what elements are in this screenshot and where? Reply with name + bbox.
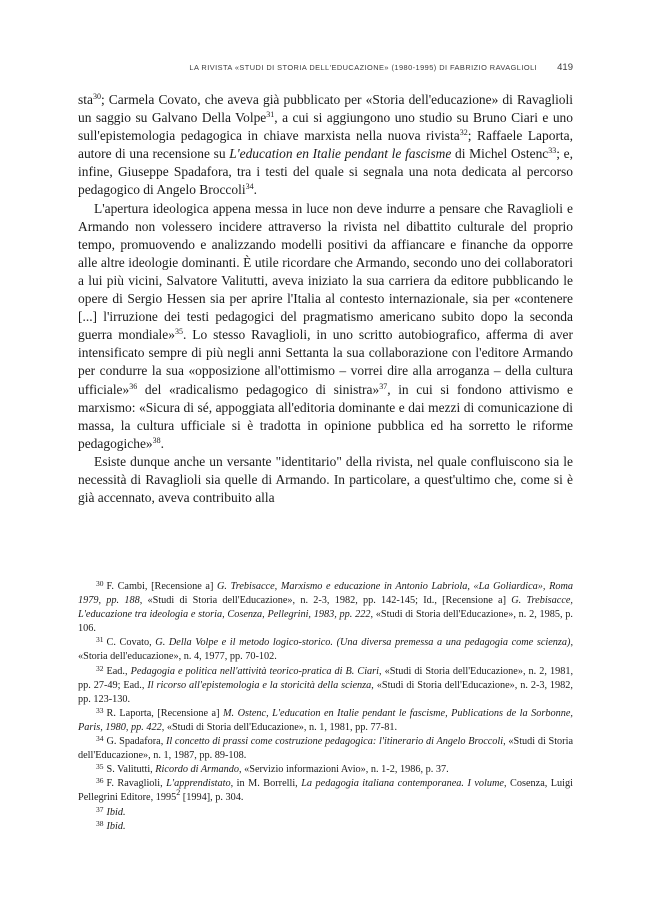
text-run: [1994], p. 304. (180, 792, 244, 804)
text-run: L'apertura ideologica appena messa in luce non deve indurre a pensare che Ravaglioli e Armando non volessero incidere attraverso la rivista nel dibattito culturale del proprio tempo, promuovendo e analizzando modelli positivi da affiancare e finanche da opporre alle altre ideologie dominanti. È utile ricordare che Armando, secondo uno dei collaboratori a lui più vicini, Salvatore Valitutti, aveva iniziato la sua carriera da editore pubblicando le opere di Sergio Hessen sia per aprire l'Italia al contesto internazionale, sia per «contenere [...] l'irruzione dei testi pedagogici del pragmatismo americano subito dopo la seconda guerra mondiale» (78, 200, 573, 343)
paragraph (78, 453, 573, 507)
footnote-ref: 37 (379, 381, 388, 391)
text-run: . (253, 182, 257, 198)
footnote-number: 38 (96, 818, 104, 828)
italic-run: L'education en Italie pendant le fascisme (229, 146, 452, 162)
footnote (78, 820, 573, 834)
text-run: di Michel Ostenc (451, 146, 549, 162)
italic-run: Ricordo di Armando (155, 764, 240, 776)
text-run: ; e, infine, Giuseppe Spadafora, tra i testi del quale si segnala una nota dedicata al percorso pedagogico di Angelo Broccoli (78, 146, 573, 198)
text-run: , «Servizio informazioni Avio», n. 1-2, 1986, p. 37. (239, 764, 449, 776)
footnote (78, 665, 573, 707)
footnote-ref: 34 (245, 182, 254, 192)
footnote (78, 735, 573, 763)
text-run: , «Studi di Storia dell'Educazione», n. 2, 1985, p. 106. (78, 609, 573, 635)
italic-run: Il ricorso all'epistemologia e la storicità della scienza (147, 679, 372, 691)
text-run: , in M. Borrelli, (230, 778, 302, 790)
text-run: S. Valitutti, (106, 764, 156, 776)
text-run: F. Ravaglioli, (106, 778, 167, 790)
italic-run: L'apprendistato (166, 778, 231, 790)
italic-run: Pedagogia e politica nell'attività teorico-pratica di B. Ciari (130, 665, 380, 677)
footnote-number: 34 (96, 734, 104, 744)
footnote-list (78, 580, 573, 834)
text-run: Ead., (106, 665, 131, 677)
footnote-ref: 33 (548, 146, 557, 156)
footnote-number: 31 (96, 635, 104, 645)
footnote-ref: 30 (92, 92, 101, 101)
footnote (78, 636, 573, 664)
text-run: Esiste dunque anche un versante "identitario" della rivista, nel quale confluiscono sia le necessità di Ravaglioli sia quelle di Armando. In particolare, a quest'ultimo che, come si è già accennato, aveva contribuito alla (78, 453, 573, 506)
italic-run: Ibid. (106, 820, 126, 832)
text-run: G. Spadafora, (106, 736, 166, 748)
text-run: , «Studi di Storia dell'Educazione», n. 1, 1987, pp. 89-108. (78, 736, 573, 762)
text-run: , «Studi di Storia dell'Educazione», n. 2-3, 1982, pp. 123-130. (78, 679, 573, 705)
paragraph (78, 200, 573, 453)
text-run: , «Storia dell'educazione», n. 4, 1977, pp. 70-102. (78, 637, 573, 663)
text-run: , a cui si aggiungono uno studio su Bruno Ciari e uno sull'epistemologia pedagogica in chiave marxista nella nuova rivista (78, 110, 573, 144)
footnote-ref: 2 (176, 788, 181, 798)
italic-run: G. Della Volpe e il metodo logico-storico. (Una diversa premessa a una pedagogia come scienza) (155, 637, 571, 649)
text-run: ; Carmela Covato, che aveva già pubblicato per «Storia dell'educazione» di Ravaglioli un saggio su Galvano Della Volpe (78, 92, 573, 126)
footnote-number: 36 (96, 776, 104, 786)
footnote-ref: 32 (459, 128, 468, 138)
text-run: , «Studi di Storia dell'Educazione», n. 2-3, 1982, pp. 142-145; Id., [Recensione a] (139, 595, 512, 607)
footnote-number: 30 (96, 579, 104, 588)
footnote (78, 580, 573, 636)
footnote-ref: 38 (152, 435, 161, 445)
footnote-number: 33 (96, 705, 104, 715)
text-run: , in cui si fondono attivismo e marxismo: «Sicura di sé, appoggiata all'editoria dominante e dai mezzi di comunicazione di massa, la cultura ufficiale si è tradotta in opinione pubblica ed ha sorretto le riforme pedagogiche» (78, 381, 573, 451)
text-run: , «Studi di Storia dell'Educazione», n. 2, 1981, pp. 27-49; Ead., (78, 665, 574, 691)
text-run: , «Studi di Storia dell'Educazione», n. 1, 1981, pp. 77-81. (161, 721, 398, 733)
footnote (78, 707, 573, 735)
footnote (78, 777, 573, 805)
paragraph (78, 91, 573, 200)
text-run: C. Covato, (106, 637, 156, 649)
text-run: sta (78, 92, 93, 107)
text-run: , Cosenza, Luigi Pellegrini Editore, 1995 (78, 778, 574, 804)
text-run: . Lo stesso Ravaglioli, in uno scritto autobiografico, afferma di aver intensificato sempre di più negli anni Settanta la sua collaborazione con l'editore Armando per condurre la sua «opposizione all'ottimismo – vorrei dire alla arroganza – della cultura ufficiale» (78, 327, 573, 397)
running-title: LA RIVISTA «STUDI DI STORIA DELL'EDUCAZIONE» (1980-1995) DI FABRIZIO RAVAGLIOLI (189, 63, 538, 72)
italic-run: La pedagogia italiana contemporanea. I volume (301, 778, 504, 790)
footnote-number: 32 (96, 663, 104, 673)
italic-run: M. Ostenc, L'education en Italie pendant le fascisme, Publications de la Sorbonne, Paris, 1980, pp. 422 (78, 707, 573, 733)
text-run: . (160, 435, 164, 451)
italic-run: Ibid. (106, 806, 126, 818)
footnotes (78, 580, 573, 834)
footnote-ref: 36 (129, 381, 138, 391)
footnote (78, 763, 573, 777)
text-run: R. Laporta, [Recensione a] (106, 707, 224, 719)
footnote-ref: 31 (266, 110, 275, 120)
footnote-number: 37 (96, 804, 104, 814)
text-run: del «radicalismo pedagogico di sinistra» (137, 381, 380, 397)
text-run: ; Raffaele Laporta, autore di una recensione su (78, 128, 573, 162)
italic-run: Il concetto di prassi come costruzione pedagogica: l'itinerario di Angelo Broccoli (165, 736, 504, 748)
italic-run: G. Trebisacce, Marxismo e educazione in Antonio Labriola, «La Goliardica», Roma 1979, pp. 188 (78, 581, 573, 607)
body-text (78, 91, 573, 507)
footnote-ref: 35 (174, 327, 183, 337)
footnote (78, 806, 573, 820)
page-number: 419 (557, 62, 573, 73)
footnote-number: 35 (96, 762, 104, 772)
text-run: F. Cambi, [Recensione a] (106, 581, 217, 592)
italic-run: G. Trebisacce, L'educazione tra ideologia e storia, Cosenza, Pellegrini, 1983, pp. 222 (78, 595, 573, 621)
running-header (78, 62, 573, 76)
